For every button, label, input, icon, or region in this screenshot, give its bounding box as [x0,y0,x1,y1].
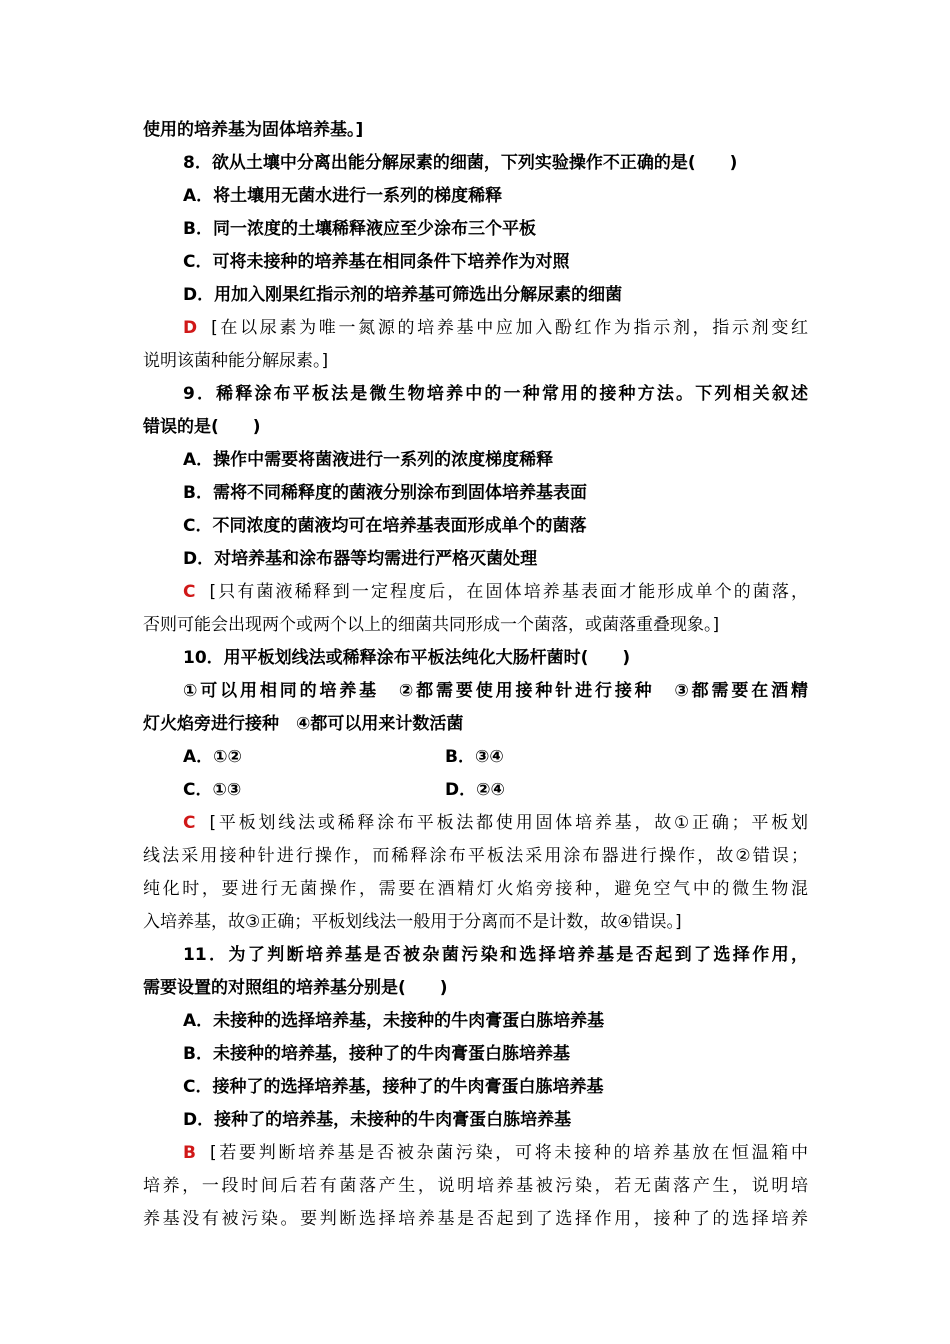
question-11-explanation [143,1137,808,1170]
explanation-text: 说明该菌种能分解尿素。] [143,351,329,371]
explanation-text: 否则可能会出现两个或两个以上的细菌共同形成一个菌落，或菌落重叠现象。] [143,615,720,635]
question-9-option-a: A．操作中需要将菌液进行一系列的浓度梯度稀释 [183,450,554,470]
question-10-answer: C [183,813,196,833]
question-11-answer: B [183,1143,196,1163]
question-11-option-b: B．未接种的培养基，接种了的牛肉膏蛋白胨培养基 [183,1044,570,1064]
explanation-text: 养基没有被污染。要判断选择培养基是否起到了选择作用，接种了的选择培养 [143,1209,808,1229]
question-10-explanation [143,807,808,840]
explanation-text: [平板划线法或稀释涂布平板法都使用固体培养基，故①正确；平板划 [209,813,808,833]
question-9-answer: C [183,582,196,602]
explanation-text: 培养，一段时间后若有菌落产生，说明培养基被污染，若无菌落产生，说明培 [143,1176,808,1196]
question-11-stem-cont: 需要设置的对照组的培养基分别是( ) [143,978,448,998]
explanation-text: 线法采用接种针进行操作，而稀释涂布平板法采用涂布器进行操作，故②错误； [143,846,808,866]
question-10-option-a: A．①② [183,747,242,767]
question-10-option-c: C．①③ [183,780,242,800]
question-10-option-b: B．③④ [445,747,504,767]
explanation-text: 纯化时，要进行无菌操作，需要在酒精灯火焰旁接种，避免空气中的微生物混 [143,879,808,899]
explanation-text: [只有菌液稀释到一定程度后，在固体培养基表面才能形成单个的菌落， [209,582,808,602]
question-9-option-b: B．需将不同稀释度的菌液分别涂布到固体培养基表面 [183,483,587,503]
question-9-stem-cont: 错误的是( ) [143,417,261,437]
text-line: 使用的培养基为固体培养基。] [143,120,364,140]
question-10-options-row [143,774,808,807]
question-9-option-d: D．对培养基和涂布器等均需进行严格灭菌处理 [183,549,538,569]
question-8-answer: D [183,318,198,338]
question-8-option-a: A．将土壤用无菌水进行一系列的梯度稀释 [183,186,503,206]
question-10-option-d: D．②④ [445,780,505,800]
explanation-text: [在以尿素为唯一氮源的培养基中应加入酚红作为指示剂，指示剂变红 [211,318,808,338]
question-8-option-d: D．用加入刚果红指示剂的培养基可筛选出分解尿素的细菌 [183,285,623,305]
question-10-stem: 10．用平板划线法或稀释涂布平板法纯化大肠杆菌时( ) [183,648,631,668]
question-11-stem: 11．为了判断培养基是否被杂菌污染和选择培养基是否起到了选择作用， [183,945,808,965]
question-8-explanation [143,312,808,345]
question-10-statements: ①可以用相同的培养基 ②都需要使用接种针进行接种 ③都需要在酒精 [183,681,808,701]
question-10-options-row [143,741,808,774]
question-10-statements-cont: 灯火焰旁进行接种 ④都可以用来计数活菌 [143,714,464,734]
question-8-stem: 8．欲从土壤中分离出能分解尿素的细菌，下列实验操作不正确的是( ) [183,153,738,173]
question-9-stem: 9．稀释涂布平板法是微生物培养中的一种常用的接种方法。下列相关叙述 [183,384,808,404]
question-9-explanation [143,576,808,609]
question-8-option-b: B．同一浓度的土壤稀释液应至少涂布三个平板 [183,219,536,239]
document-body [143,114,808,1236]
question-9-option-c: C．不同浓度的菌液均可在培养基表面形成单个的菌落 [183,516,587,536]
explanation-text: 入培养基，故③正确；平板划线法一般用于分离而不是计数，故④错误。] [143,912,682,932]
question-8-option-c: C．可将未接种的培养基在相同条件下培养作为对照 [183,252,570,272]
explanation-text: [若要判断培养基是否被杂菌污染，可将未接种的培养基放在恒温箱中 [209,1143,808,1163]
question-11-option-c: C．接种了的选择培养基，接种了的牛肉膏蛋白胨培养基 [183,1077,604,1097]
question-11-option-d: D．接种了的培养基，未接种的牛肉膏蛋白胨培养基 [183,1110,572,1130]
question-11-option-a: A．未接种的选择培养基，未接种的牛肉膏蛋白胨培养基 [183,1011,605,1031]
